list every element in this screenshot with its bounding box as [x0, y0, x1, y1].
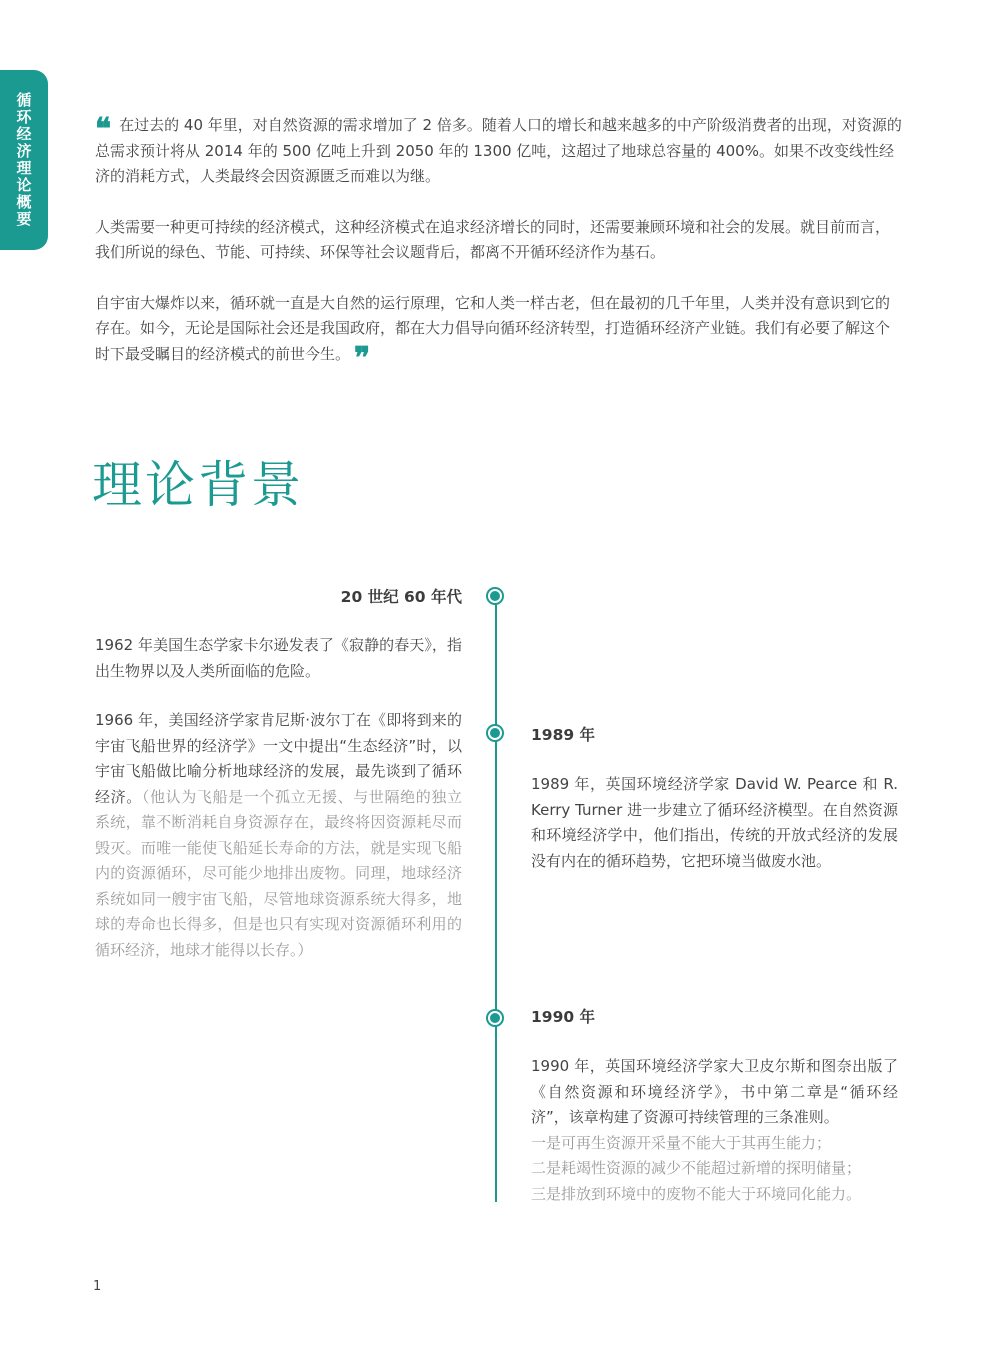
timeline-dot-1	[488, 589, 502, 603]
close-quote-icon: ❞	[354, 340, 371, 376]
timeline-1989-paragraph: 1989 年，英国环境经济学家 David W. Pearce 和 R. Kerry Turner 进一步建立了循环经济模型。在自然资源和环境经济学中，他们指出，传统的开放式经济的发展没有内在的循环趋势，它把环境当做废水池。	[531, 775, 898, 870]
intro-paragraph-2: 人类需要一种更可持续的经济模式，这种经济模式在追求经济增长的同时，还需要兼顾环境和社会的发展。就目前而言，我们所说的绿色、节能、可持续、环保等社会议题背后，都离不开循环经济作为基石。	[95, 217, 891, 261]
section-title: 理论背景	[92, 456, 304, 514]
timeline-line	[495, 595, 497, 1202]
intro-text-3: 自宇宙大爆炸以来，循环就一直是大自然的运行原理，它和人类一样古老，但在最初的几千年里，人类并没有意识到它的存在。如今，无论是国际社会还是我国政府，都在大力倡导向循环经济转型，打造循环经济产业链。我们有必要了解这个时下最受瞩目的经济模式的前世今生。	[95, 293, 891, 363]
timeline-dot-2	[488, 726, 502, 740]
chapter-tab	[0, 70, 48, 250]
timeline-1966-main: 1966 年，美国经济学家肯尼斯·波尔丁在《即将到来的宇宙飞船世界的经济学》一文中提出“生态经济”时，以宇宙飞船做比喻分析地球经济的发展，最先谈到了循环经济。	[95, 711, 462, 806]
intro-block	[95, 113, 903, 392]
timeline-rule-2: 二是耗竭性资源的减少不能超过新增的探明储量；	[531, 1159, 862, 1177]
timeline-rule-1: 一是可再生资源开采量不能大于其再生能力；	[531, 1133, 832, 1152]
timeline-heading-1990: 1990 年	[531, 1008, 596, 1026]
timeline-1990-paragraph: 1990 年，英国环境经济学家大卫皮尔斯和图奈出版了《自然资源和环境经济学》，书中第二章是“循环经济”，该章构建了资源可持续管理的三条准则。	[531, 1057, 898, 1126]
chapter-tab-label: 循环经济理论概要	[14, 92, 33, 228]
intro-paragraph-1	[95, 113, 903, 190]
intro-text-1: 在过去的 40 年里，对自然资源的需求增加了 2 倍多。随着人口的增长和越来越多的中产阶级消费者的出现，对资源的总需求预计将从 2014 年的 500 亿吨上升到 2050 年的 1300 亿吨，这超过了地球总容量的 400%。如果不改变线性经济的消耗方式，人类最终会因资源匮乏而难以为继。	[95, 116, 902, 185]
timeline-dot-3	[488, 1011, 502, 1025]
timeline-text-1990	[531, 1054, 898, 1207]
intro-paragraph-3	[95, 291, 903, 376]
timeline-heading-1960s: 20 世纪 60 年代	[340, 588, 462, 606]
open-quote-icon: ❝	[95, 112, 112, 147]
timeline-text-1989	[531, 772, 898, 898]
timeline-1962-paragraph: 1962 年美国生态学家卡尔逊发表了《寂静的春天》，指出生物界以及人类所面临的危险。	[95, 636, 462, 680]
page-number: 1	[93, 1279, 102, 1294]
timeline-1966-note: （他认为飞船是一个孤立无援、与世隔绝的独立系统，靠不断消耗自身资源存在，最终将因资源耗尽而毁灭。而唯一能使飞船延长寿命的方法，就是实现飞船内的资源循环，尽可能少地排出废物。同理，地球经济系统如同一艘宇宙飞船，尽管地球资源系统大得多，地球的寿命也长得多，但是也只有实现对资源循环利用的循环经济，地球才能得以长存。）	[95, 787, 462, 959]
timeline-rule-3: 三是排放到环境中的废物不能大于环境同化能力。	[531, 1184, 862, 1203]
timeline-heading-1989: 1989 年	[531, 726, 596, 744]
timeline-1966-paragraph	[95, 708, 462, 963]
timeline-text-1960s	[95, 633, 462, 987]
